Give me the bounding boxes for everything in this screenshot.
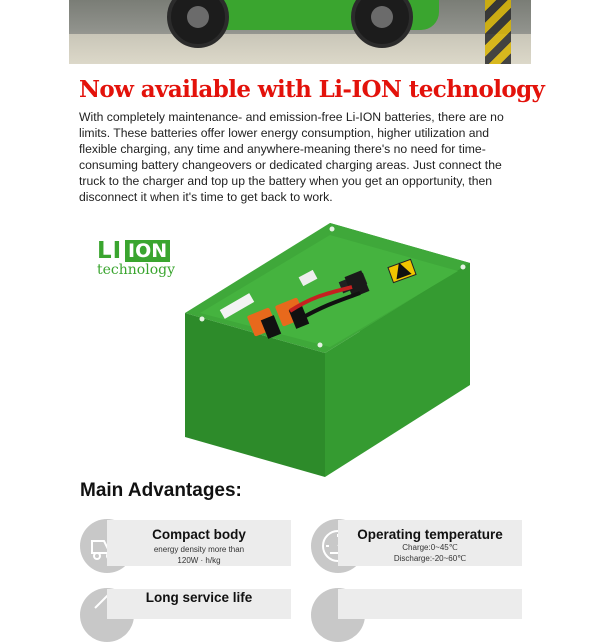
advantage-title: Long service life	[145, 590, 253, 605]
advantage-detail: energy density more than	[153, 545, 245, 554]
logo-li-text: LI	[97, 238, 123, 264]
advantage-card-compact-body	[107, 520, 291, 566]
advantage-card-operating-temperature	[338, 520, 522, 566]
advantage-card	[338, 589, 522, 619]
advantage-card-long-service-life	[107, 589, 291, 619]
hero-forklift-image	[69, 0, 531, 64]
logo-ion-text: ION	[125, 240, 170, 262]
advantage-title: Compact body	[152, 527, 246, 542]
advantages-title: Main Advantages:	[80, 480, 242, 501]
battery-pack-image	[180, 215, 480, 480]
headline: Now available with Li-ION technology	[79, 76, 545, 103]
logo-technology-text: technology	[97, 262, 175, 278]
advantage-title: Operating temperature	[357, 527, 503, 542]
advantage-detail: Discharge:-20~60℃	[393, 554, 467, 563]
li-ion-technology-logo	[97, 238, 187, 282]
advantage-detail: Charge:0~45℃	[402, 543, 458, 552]
description-paragraph: With completely maintenance- and emission-free Li-ION batteries, there are no limits. These batteries offer lower energy consumption, higher utilization and flexible charging, any time and anywhere-meaning there's no need for time-consuming battery changeovers or dedicated charging areas. Just connect the truck to the charger and top up the battery when you get an opportunity, then disconnect it when it's time to get back to work.	[79, 110, 504, 204]
advantage-detail: 120W · h/kg	[177, 556, 221, 565]
